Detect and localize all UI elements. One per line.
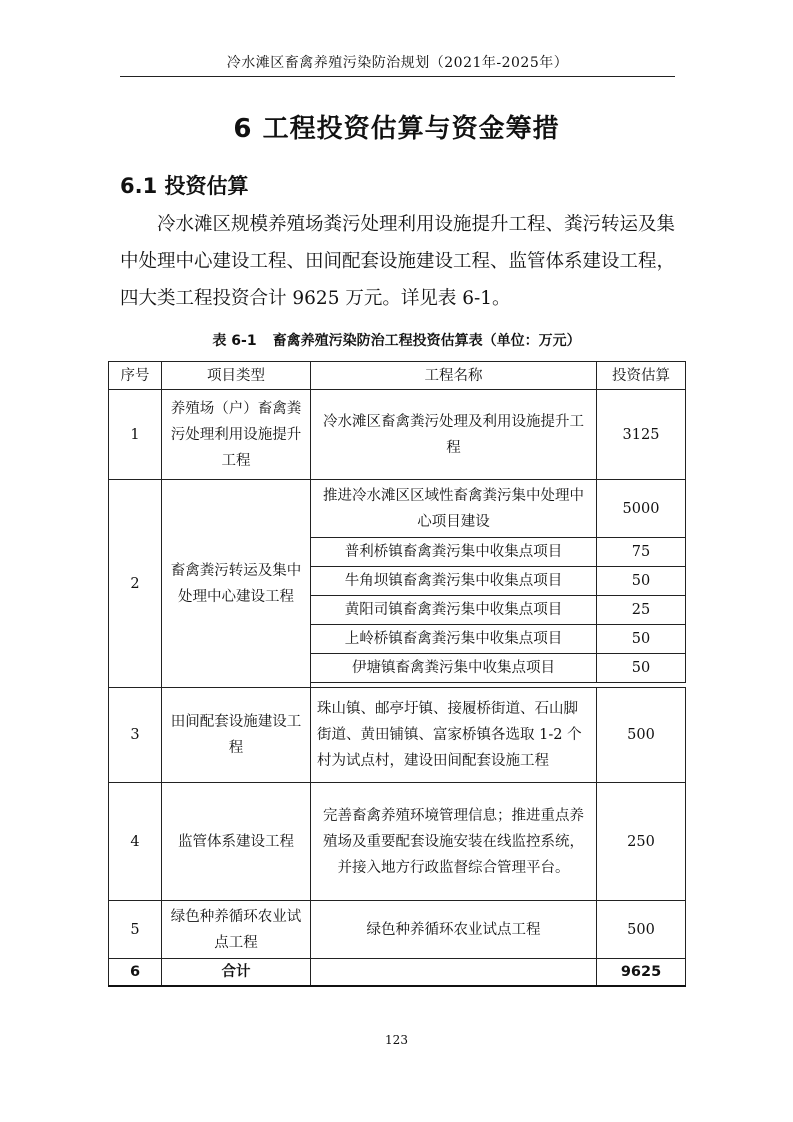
total-name xyxy=(311,959,597,987)
chapter-title: 6 工程投资估算与资金筹措 xyxy=(233,114,560,144)
row-name: 伊塘镇畜禽粪污集中收集点项目 xyxy=(311,654,597,683)
row-type: 监管体系建设工程 xyxy=(162,783,311,901)
total-label: 合计 xyxy=(162,959,311,987)
table-caption-text: 畜禽养殖污染防治工程投资估算表（单位：万元） xyxy=(272,333,581,349)
row-cost: 500 xyxy=(597,688,686,783)
table-caption xyxy=(0,330,793,350)
table-caption-label: 表 6-1 xyxy=(212,333,257,349)
row-cost: 75 xyxy=(597,538,686,567)
row-cost: 50 xyxy=(597,567,686,596)
row-no: 4 xyxy=(109,783,162,901)
row-cost: 500 xyxy=(597,901,686,959)
table-header-row xyxy=(109,362,686,390)
investment-table xyxy=(108,361,686,987)
row-name: 绿色种养循环农业试点工程 xyxy=(311,901,597,959)
row-type: 畜禽粪污转运及集中处理中心建设工程 xyxy=(162,480,311,688)
row-cost: 50 xyxy=(597,625,686,654)
running-header: 冷水滩区畜禽养殖污染防治规划（2021年-2025年） xyxy=(226,55,569,71)
table-total-row xyxy=(109,959,686,987)
header-name: 工程名称 xyxy=(311,362,597,390)
table-row xyxy=(109,480,686,538)
row-type: 田间配套设施建设工程 xyxy=(162,688,311,783)
row-name: 推进冷水滩区区域性畜禽粪污集中处理中心项目建设 xyxy=(311,480,597,538)
row-no: 5 xyxy=(109,901,162,959)
header-divider xyxy=(120,76,675,77)
row-cost: 50 xyxy=(597,654,686,683)
header-cost: 投资估算 xyxy=(597,362,686,390)
total-cost: 9625 xyxy=(597,959,686,987)
row-no: 1 xyxy=(109,390,162,480)
row-cost: 25 xyxy=(597,596,686,625)
table-row xyxy=(109,390,686,480)
row-name: 上岭桥镇畜禽粪污集中收集点项目 xyxy=(311,625,597,654)
row-cost: 250 xyxy=(597,783,686,901)
row-name: 黄阳司镇畜禽粪污集中收集点项目 xyxy=(311,596,597,625)
row-type: 养殖场（户）畜禽粪污处理利用设施提升工程 xyxy=(162,390,311,480)
page-number: 123 xyxy=(385,1033,408,1047)
row-type: 绿色种养循环农业试点工程 xyxy=(162,901,311,959)
section-title: 6.1 投资估算 xyxy=(120,174,249,198)
row-name: 牛角坝镇畜禽粪污集中收集点项目 xyxy=(311,567,597,596)
row-no: 2 xyxy=(109,480,162,688)
row-name: 珠山镇、邮亭圩镇、接履桥街道、石山脚街道、黄田铺镇、富家桥镇各选取 1-2 个村为试点村，建设田间配套设施工程 xyxy=(311,688,597,783)
row-name: 冷水滩区畜禽粪污处理及利用设施提升工程 xyxy=(311,390,597,480)
total-no: 6 xyxy=(109,959,162,987)
body-paragraph: 冷水滩区规模养殖场粪污处理利用设施提升工程、粪污转运及集中处理中心建设工程、田间配套设施建设工程、监管体系建设工程，四大类工程投资合计 9625 万元。详见表 6-1。 xyxy=(120,214,676,309)
header-no: 序号 xyxy=(109,362,162,390)
row-cost: 3125 xyxy=(597,390,686,480)
table-row xyxy=(109,783,686,901)
row-no: 3 xyxy=(109,688,162,783)
row-name: 完善畜禽养殖环境管理信息；推进重点养殖场及重要配套设施安装在线监控系统，并接入地方行政监督综合管理平台。 xyxy=(311,783,597,901)
table-row xyxy=(109,688,686,783)
header-type: 项目类型 xyxy=(162,362,311,390)
table-row xyxy=(109,901,686,959)
row-name: 普利桥镇畜禽粪污集中收集点项目 xyxy=(311,538,597,567)
row-cost: 5000 xyxy=(597,480,686,538)
